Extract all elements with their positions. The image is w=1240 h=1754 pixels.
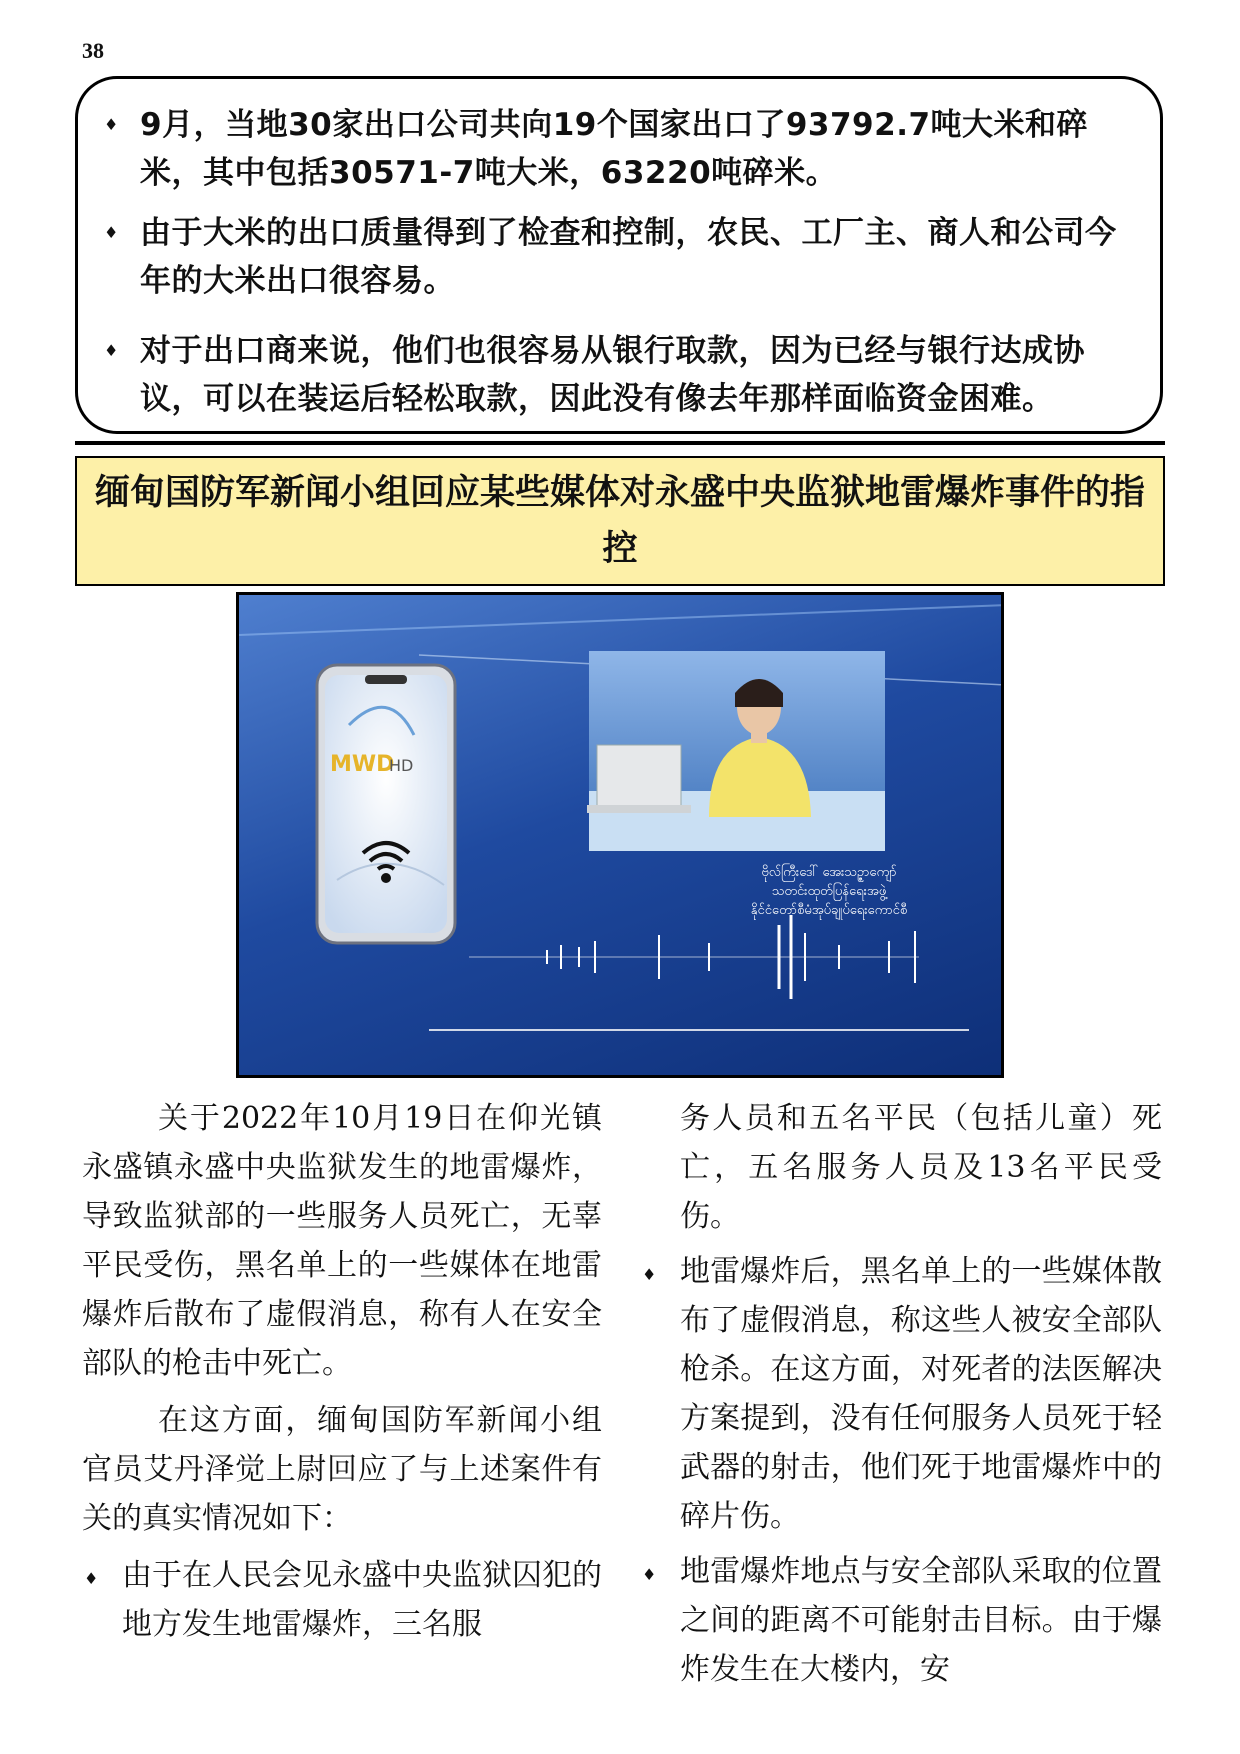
summary-bullet-text: 9月，当地30家出口公司共向19个国家出口了93792.7吨大米和碎米，其中包括30571-7吨大米，63220吨碎米。 bbox=[140, 107, 1089, 191]
news-photo bbox=[236, 592, 1004, 1078]
channel-logo-hd: HD bbox=[389, 756, 414, 775]
article-bullet bbox=[82, 1551, 602, 1649]
summary-bullet bbox=[100, 327, 1132, 423]
diamond-bullet-icon: ♦ bbox=[84, 1569, 99, 1588]
article-column-right bbox=[640, 1094, 1162, 1700]
smartphone-icon bbox=[317, 665, 455, 943]
caption-line: ဗိုလ်ကြီးဒေါ် အေးသဉ္ဇာကျော် bbox=[761, 865, 897, 880]
caption-line: သတင်းထုတ်ပြန်ရေးအဖွဲ့ bbox=[771, 884, 887, 899]
article-headline bbox=[75, 456, 1165, 586]
article-column-left bbox=[82, 1094, 602, 1655]
diamond-bullet-icon: ♦ bbox=[642, 1565, 657, 1584]
summary-bullet-text: 由于大米的出口质量得到了检查和控制，农民、工厂主、商人和公司今年的大米出口很容易。 bbox=[140, 215, 1117, 299]
summary-box bbox=[75, 76, 1163, 434]
article-bullet bbox=[640, 1247, 1162, 1541]
article-bullet bbox=[640, 1547, 1162, 1694]
newsreader-frame bbox=[587, 651, 885, 851]
article-bullet-text: 地雷爆炸后，黑名单上的一些媒体散布了虚假消息，称这些人被安全部队枪杀。在这方面，对死者的法医解决方案提到，没有任何服务人员死于轻武器的射击，他们死于地雷爆炸中的碎片伤。 bbox=[680, 1254, 1162, 1534]
headline-text: 缅甸国防军新闻小组回应某些媒体对永盛中央监狱地雷爆炸事件的指控 bbox=[95, 473, 1146, 569]
diamond-bullet-icon: ♦ bbox=[642, 1265, 657, 1284]
summary-bullet bbox=[100, 209, 1132, 305]
diamond-bullet-icon: ♦ bbox=[104, 115, 119, 134]
summary-bullet-text: 对于出口商来说，他们也很容易从银行取款，因为已经与银行达成协议，可以在装运后轻松取款，因此没有像去年那样面临资金困难。 bbox=[140, 333, 1085, 417]
article-bullet-continued: 务人员和五名平民（包括儿童）死亡，五名服务人员及13名平民受伤。 bbox=[680, 1101, 1162, 1234]
article-bullet-text: 由于在人民会见永盛中央监狱囚犯的地方发生地雷爆炸，三名服 bbox=[122, 1558, 602, 1642]
article-bullet-text: 地雷爆炸地点与安全部队采取的位置之间的距离不可能射击目标。由于爆炸发生在大楼内，安 bbox=[680, 1554, 1162, 1687]
broadcast-graphic bbox=[239, 595, 1004, 1078]
caption-line: နိုင်ငံတော်စီမံအုပ်ချုပ်ရေးကောင်စီ bbox=[750, 903, 908, 918]
page-number: 38 bbox=[82, 38, 104, 63]
section-divider bbox=[75, 441, 1165, 445]
audio-waveform bbox=[429, 915, 969, 1030]
summary-bullet bbox=[100, 101, 1132, 197]
paragraph: 关于2022年10月19日在仰光镇永盛镇永盛中央监狱发生的地雷爆炸，导致监狱部的一些服务人员死亡，无辜平民受伤，黑名单上的一些媒体在地雷爆炸后散布了虚假消息，称有人在安全部队的枪击中死亡。 bbox=[82, 1101, 602, 1381]
diamond-bullet-icon: ♦ bbox=[104, 223, 119, 242]
diamond-bullet-icon: ♦ bbox=[104, 341, 119, 360]
photo-caption bbox=[679, 863, 979, 920]
paragraph: 在这方面，缅甸国防军新闻小组官员艾丹泽觉上尉回应了与上述案件有关的真实情况如下： bbox=[82, 1403, 602, 1536]
channel-logo: MWD bbox=[330, 752, 395, 777]
